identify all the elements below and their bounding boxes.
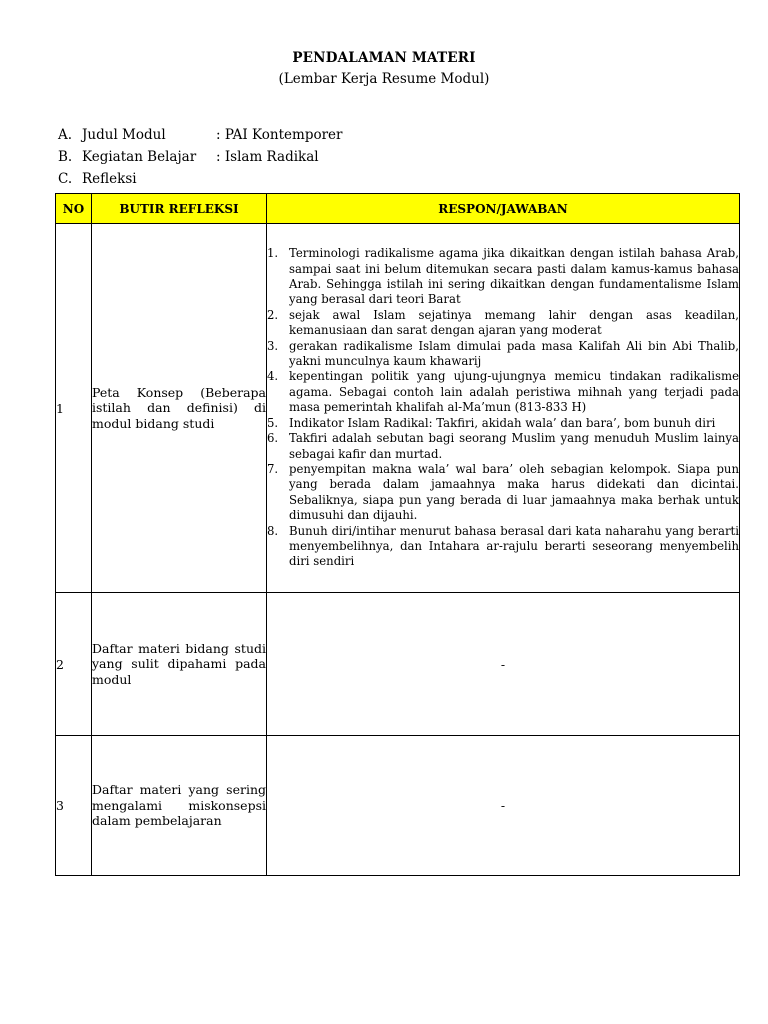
list-number: 7. [267,461,279,476]
reflection-table [55,193,740,876]
info-letter: B. [58,149,73,165]
row-number: 3 [56,736,92,876]
header-no: NO [56,194,92,224]
info-value: : Islam Radikal [216,149,319,165]
list-item [267,462,739,524]
list-item [267,524,739,570]
row-response [267,736,740,876]
list-text: Terminologi radikalisme agama jika dikaitkan dengan istilah bahasa Arab, sampai saat ini belum ditemukan secara pasti dalam kamus-kamus bahasa Arab. Sehingga istilah ini sering dikaitkan dengan fundamentalisme Islam yang berasal dari teori Barat [289,246,739,307]
list-item [267,339,739,370]
list-item [267,308,739,339]
list-text: Takfiri adalah sebutan bagi seorang Muslim yang menuduh Muslim lainya sebagai kafir dan murtad. [289,431,739,461]
row-butir-refleksi: Peta Konsep (Beberapa istilah dan definisi) di modul bidang studi [92,224,267,593]
info-label: Judul Modul [82,127,166,143]
table-row [56,736,740,876]
row-butir-refleksi: Daftar materi bidang studi yang sulit dipahami pada modul [92,593,267,736]
info-label: Refleksi [82,171,137,187]
info-value: : PAI Kontemporer [216,127,343,143]
row-number: 1 [56,224,92,593]
document-subtitle: (Lembar Kerja Resume Modul) [278,71,490,87]
list-number: 2. [267,307,279,322]
info-label: Kegiatan Belajar [82,149,197,165]
list-number: 4. [267,369,279,384]
row-butir-refleksi: Daftar materi yang sering mengalami miskonsepsi dalam pembelajaran [92,736,267,876]
list-text: Indikator Islam Radikal: Takfiri, akidah wala’ dan bara’, bom bunuh diri [289,415,716,430]
list-text: Bunuh diri/intihar menurut bahasa berasal dari kata naharahu yang berarti menyembelihnya, dan Intahara ar-rajulu berarti seseorang menyembelih diri sendiri [289,523,739,569]
list-number: 8. [267,523,279,538]
list-number: 6. [267,431,279,446]
list-item [267,369,739,415]
list-item [267,246,739,308]
list-number: 5. [267,415,279,430]
row-number: 2 [56,593,92,736]
response-text: - [500,798,506,813]
list-item [267,416,739,431]
list-text: sejak awal Islam sejatinya memang lahir dengan asas keadilan, kemanusiaan dan sarat dengan ajaran yang moderat [289,307,739,338]
list-item [267,431,739,462]
document-title: PENDALAMAN MATERI [292,50,476,66]
list-number: 3. [267,338,279,353]
row-response [267,593,740,736]
table-row [56,224,740,593]
info-letter: A. [58,127,73,143]
table-header-row [56,194,740,224]
list-text: kepentingan politik yang ujung-ujungnya memicu tindakan radikalisme agama. Sebagai contoh lain adalah peristiwa mihnah yang terjadi pada masa pemerintah khalifah al-Ma’mun (813-833 H) [289,369,739,415]
header-respon-jawaban: RESPON/JAWABAN [267,194,740,224]
list-text: penyempitan makna wala’ wal bara’ oleh sebagian kelompok. Siapa pun yang berada dalam jamaahnya maka harus didekati dan dicintai. Sebaliknya, siapa pun yang berada di luar jamaahnya maka berhak untuk dimusuhi dan dijauhi. [289,461,739,523]
table-row [56,593,740,736]
header-butir-refleksi: BUTIR REFLEKSI [92,194,267,224]
row-response [267,224,740,593]
response-list [267,246,739,570]
info-letter: C. [58,171,73,187]
list-text: gerakan radikalisme Islam dimulai pada masa Kalifah Ali bin Abi Thalib, yakni munculnya kaum khawarij [289,338,739,369]
list-number: 1. [267,246,279,261]
response-text: - [500,656,506,672]
